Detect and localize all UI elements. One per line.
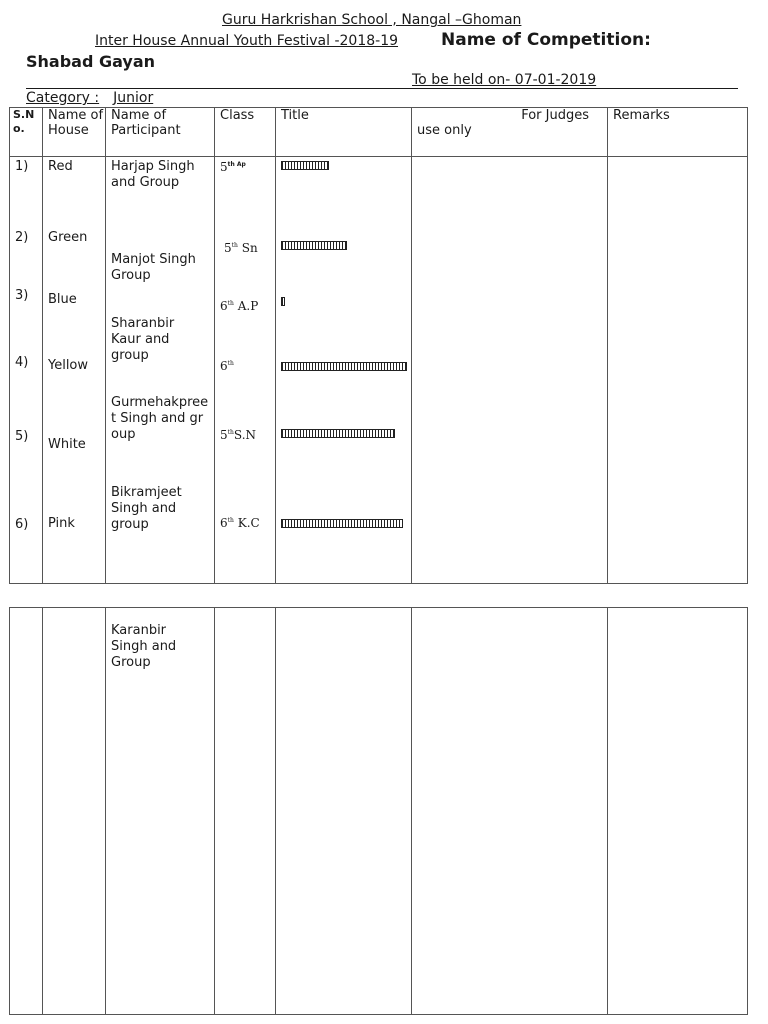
sno-5: 5): [15, 429, 29, 444]
header-judges-a: For Judges: [521, 108, 589, 123]
participant-2: Manjot Singh Group: [111, 252, 196, 283]
house-1: Red: [48, 159, 73, 174]
cont-house: [43, 608, 106, 1015]
house-6: Pink: [48, 516, 75, 531]
class-1: $5^{th Ap}$: [220, 160, 246, 174]
title-6: [281, 517, 403, 533]
title-glyphs: [281, 241, 347, 250]
house-2: Green: [48, 230, 88, 245]
category-value: Junior: [113, 90, 154, 106]
class-2: 5th Sn: [224, 241, 258, 255]
title-glyphs: [281, 161, 329, 170]
house-3: Blue: [48, 292, 77, 307]
cell-house: [43, 157, 106, 584]
header-judges: [412, 108, 608, 157]
cell-title: [276, 157, 412, 584]
title-4: [281, 360, 407, 376]
held-on-date: To be held on- 07-01-2019: [412, 72, 597, 88]
cont-remarks: [608, 608, 748, 1015]
table-body-row: [10, 157, 748, 584]
sno-3: 3): [15, 288, 29, 303]
cont-judges: [412, 608, 608, 1015]
cont-title: [276, 608, 412, 1015]
participant-5: Gurmehakpreet Singh and group: [111, 395, 209, 442]
cell-class: [215, 157, 276, 584]
title-5: [281, 427, 395, 443]
cont-class: [215, 608, 276, 1015]
category-label: Category :: [26, 90, 100, 106]
header-title: Title: [276, 108, 412, 157]
title-glyphs: [281, 429, 395, 438]
table-header-row: [10, 108, 748, 157]
sno-1: 1): [15, 159, 29, 174]
house-5: White: [48, 437, 86, 452]
continuation-table: [9, 607, 748, 1015]
title-2: [281, 239, 347, 255]
participant-6: Bikramjeet Singh and group: [111, 485, 182, 532]
class-5: 5thS.N: [220, 428, 257, 442]
sno-6: 6): [15, 517, 29, 532]
title-3: [281, 295, 285, 311]
participant-3: Sharanbir Kaur and group: [111, 316, 175, 363]
cont-participant: [106, 608, 215, 1015]
cell-sno: [10, 157, 43, 584]
category-line: [26, 90, 153, 106]
header-sno: S.N o.: [10, 108, 43, 157]
school-name: Guru Harkrishan School , Nangal –Ghoman: [222, 12, 522, 28]
cell-judges: [412, 157, 608, 584]
cell-remarks: [608, 157, 748, 584]
participant-1: Harjap Singh and Group: [111, 159, 195, 190]
competition-name: Shabad Gayan: [26, 52, 156, 71]
header-remarks: Remarks: [608, 108, 748, 157]
cont-sno: [10, 608, 43, 1015]
class-6: 6th K.C: [220, 516, 260, 530]
sno-4: 4): [15, 355, 29, 370]
class-3: 6th A.P: [220, 299, 259, 313]
house-4: Yellow: [48, 358, 89, 373]
festival-title: Inter House Annual Youth Festival -2018-19: [95, 33, 399, 49]
held-on-rule: [26, 73, 738, 89]
header-class: Class: [215, 108, 276, 157]
results-table: [9, 107, 748, 584]
header-house: Name of House: [43, 108, 106, 157]
competition-label: Name of Competition:: [441, 30, 651, 50]
cell-participant: [106, 157, 215, 584]
participant-continued: Karanbir Singh and Group: [111, 623, 177, 670]
title-1: [281, 159, 329, 175]
header-participant: Name of Participant: [106, 108, 215, 157]
class-4: 6th: [220, 359, 234, 373]
sno-2: 2): [15, 230, 29, 245]
header-judges-b: use only: [417, 123, 472, 138]
title-glyphs: [281, 297, 285, 306]
title-glyphs: [281, 519, 403, 528]
continuation-row: [10, 608, 748, 1015]
title-glyphs: [281, 362, 407, 371]
